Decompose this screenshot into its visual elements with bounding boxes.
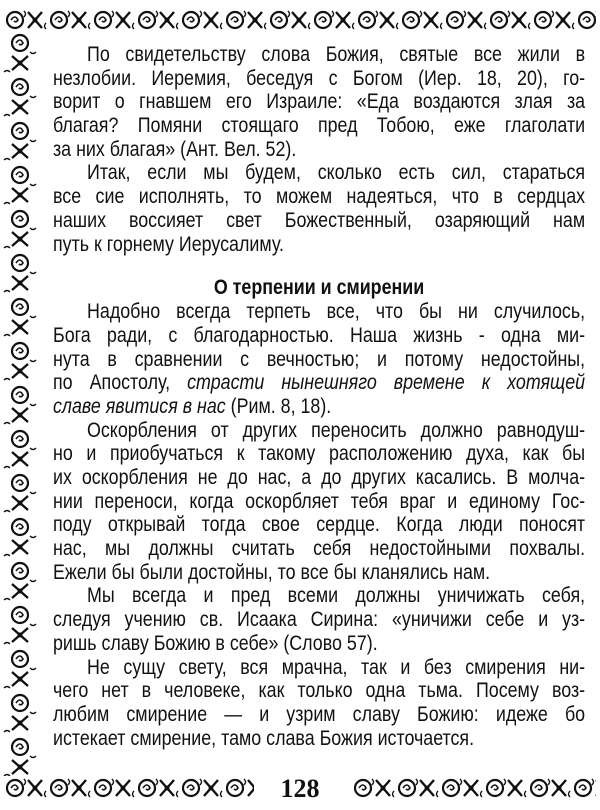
page-body xyxy=(53,43,585,750)
line-text: Надобно всегда терпеть все, что бы ни случилось, xyxy=(87,300,586,324)
intro-section xyxy=(53,43,585,256)
paragraph xyxy=(53,419,585,585)
text-line xyxy=(53,608,585,632)
page-number: 128 xyxy=(280,774,320,803)
line-text: Итак, если мы будем, сколько есть сил, стараться xyxy=(87,161,586,185)
line-text: Не сущу свету, вся мрачна, так и без смирения ни- xyxy=(87,655,586,679)
line-text: Мы всегда и пред всеми должны уничижать себя, xyxy=(87,584,586,608)
ornamental-border-bottom-right xyxy=(352,776,596,800)
section-body xyxy=(53,300,585,750)
text-line xyxy=(53,233,585,257)
text-line xyxy=(53,185,585,209)
paragraph xyxy=(53,300,585,418)
text-line xyxy=(53,679,585,703)
text-line xyxy=(53,513,585,537)
line-text: незлобии. Иеремия, беседуя с Богом (Иер. 18, 20), го- xyxy=(53,66,586,90)
line-text: их оскорбления не до нас, а до других касались. В молча- xyxy=(53,466,586,489)
text-line xyxy=(53,161,585,185)
italic-quote-text: славе явитися в нас xyxy=(53,394,226,418)
text-line xyxy=(53,395,585,419)
text-line xyxy=(53,656,585,680)
line-text: наших воссияет свет Божественный, озаряющий нам xyxy=(53,208,586,232)
line-text: (Рим. 8, 18). xyxy=(225,394,332,418)
text-line xyxy=(53,114,585,138)
line-text: путь к горнему Иерусалиму. xyxy=(53,232,284,256)
line-text: все сие исполнять, то можем надеяться, что в сердцах xyxy=(53,185,586,209)
text-line xyxy=(53,561,585,585)
text-line xyxy=(53,43,585,67)
text-line xyxy=(53,727,585,751)
text-line xyxy=(53,703,585,727)
text-line xyxy=(53,371,585,395)
line-text: следуя учению св. Исаака Сирина: «уничижи себе и уз- xyxy=(53,608,586,632)
line-text: Оскорбления от других переносить должно равнодуш- xyxy=(87,418,586,442)
line-text: по Апостолу, xyxy=(53,371,188,395)
ornamental-border-bottom-left xyxy=(4,776,254,800)
line-text: Ежели бы были достойны, то все бы кланялись нам. xyxy=(53,560,491,584)
paragraph xyxy=(53,43,585,161)
text-line xyxy=(53,442,585,466)
line-text: за них благая» (Ант. Вел. 52). xyxy=(53,137,297,161)
line-text: ришь славу Божию в себе» (Слово 57). xyxy=(53,631,378,655)
line-text: нута в сравнении с вечностью; и потому недостойны, xyxy=(53,347,586,371)
line-text: Бога ради, с благодарностью. Наша жизнь - одна ми- xyxy=(53,323,586,347)
line-text: нас, мы должны считать себя недостойными похвалы. xyxy=(53,537,586,561)
line-text: нии переноси, когда оскорбляет тебя враг и единому Гос- xyxy=(53,489,586,513)
text-line xyxy=(53,490,585,514)
text-line xyxy=(53,300,585,324)
italic-quote-text: страсти нынешняго времене к хотящей xyxy=(187,371,586,395)
line-text: истекает смирение, тамо слава Божия источается. xyxy=(53,726,475,750)
line-text: ворит о гнавшем его Израиле: «Еда воздаются злая за xyxy=(53,90,586,114)
text-line xyxy=(53,138,585,162)
text-line xyxy=(53,419,585,443)
line-text: но и приобучаться к такому расположению духа, как бы xyxy=(53,442,586,466)
text-line xyxy=(53,209,585,233)
text-line xyxy=(53,348,585,372)
text-line xyxy=(53,632,585,656)
text-line xyxy=(53,90,585,114)
text-line xyxy=(53,324,585,348)
line-text: поду открывай тогда свое сердце. Когда люди поносят xyxy=(53,513,586,537)
line-text: чего нет в человеке, как только одна тьма. Посему воз- xyxy=(53,679,586,703)
line-text: благая? Помяни стоящаго пред Тобою, еже глаголати xyxy=(53,114,586,138)
line-text: любим смирение — и узрим славу Божию: идеже бо xyxy=(53,702,586,726)
text-line xyxy=(53,537,585,561)
paragraph xyxy=(53,161,585,256)
ornamental-border-top xyxy=(4,8,596,32)
ornamental-border-left xyxy=(3,32,37,776)
text-line xyxy=(53,67,585,91)
line-text: По свидетельству слова Божия, святые все жили в xyxy=(87,43,586,66)
section-heading: О терпении и смирении xyxy=(213,276,425,300)
paragraph xyxy=(53,584,585,655)
text-line xyxy=(53,584,585,608)
text-line xyxy=(53,466,585,490)
paragraph xyxy=(53,656,585,751)
